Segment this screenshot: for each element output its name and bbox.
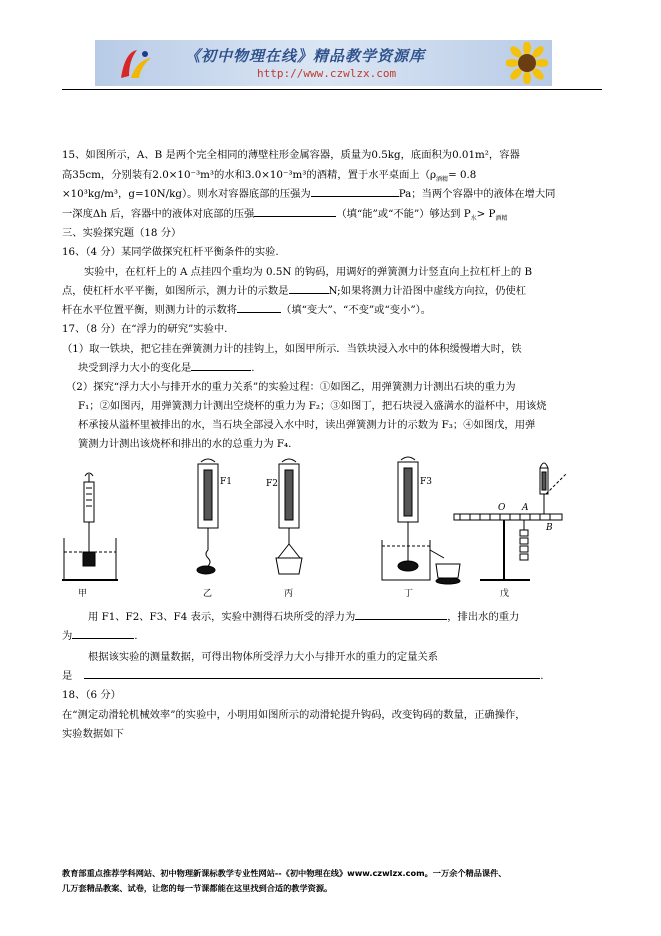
q17-line2: （1）取一铁块，把它挂在弹簧测力计的挂钩上，如图甲所示．当铁块浸入水中的体积缓慢增大时，铁 [62,343,522,355]
site-logo-icon [115,46,155,82]
q17-line7: 簧测力计测出该烧杯和排出的水的总重力为 F₄. [78,438,292,450]
q15-line3: ×10³kg/m³，g=10N/kg）。则水对容器底部的压强为 Pa；当两个容器中的液体在增大同 [62,188,556,200]
q17-blank-relation[interactable] [84,668,540,679]
q17-line5: F₁；②如图丙，用弹簧测力计测出空烧杯的重力为 F₂；③如图丁，把石块浸入盛满水的溢杯中，用该烧 [78,400,547,412]
q15-line4: 一深度Δh 后，容器中的液体对底部的压强 （填“能”或“不能”）够达到 $P_水> P_{酒精}$ [62,208,508,223]
q15-line1: 15、如图所示，A、B 是两个完全相同的薄壁柱形金属容器，质量为0.5kg，底面积为0.01m²，容器 [62,149,520,161]
q16-line1: 16、（4 分）某同学做探究杠杆平衡条件的实验. [62,246,279,258]
section3-heading: 三、实验探究题（18 分） [62,227,182,239]
banner-title: 《初中物理在线》精品教学资源库 [185,47,426,65]
caption-yi: 乙 [203,589,213,599]
label-B: B [546,523,553,533]
q17-line1: 17、（8 分）在“浮力的研究”实验中. [62,323,228,335]
experiment-figures [60,454,575,600]
header-banner [95,40,552,86]
q17-blank-water-weight[interactable] [72,628,134,639]
q15-blank-pressure[interactable] [311,186,399,197]
banner-url: http://www.czwlzx.com [257,67,397,80]
q16-line2: 实验中，在杠杆上的 A 点挂四个重均为 0.5N 的钩码，用调好的弹簧测力计竖直向上拉杠杆上的 B [84,266,533,278]
q17-line4: （2）探究“浮力大小与排开水的重力关系”的实验过程：①如图乙，用弹簧测力计测出石块的重力为 [66,381,516,393]
q17-line3: 块受到浮力大小的变化是 . [78,362,255,374]
label-A: A [522,503,529,513]
q18-line1: 18、（6 分） [62,689,121,701]
label-O: O [498,503,506,513]
label-F1: F1 [220,477,232,487]
q17-line6: 杯承接从溢杯里被排出的水，当石块全部浸入水中时，读出弹簧测力计的示数为 F₃；④如图戊，用弹 [78,419,536,431]
q15-blank-able[interactable] [254,206,336,217]
label-F3: F3 [420,477,432,487]
q16-blank-reading[interactable] [289,283,329,294]
q17-line10: 根据该实验的测量数据，可得出物体所受浮力大小与排开水的重力的定量关系 [88,651,439,663]
figure-bing [276,459,302,574]
header-rule [62,89,602,90]
sunflower-image [506,42,548,84]
q16-line4: 杆在水平位置平衡，则测力计的示数将 （填“变大”、“不变”或“变小”）。 [62,304,432,316]
q17-line9: 为 . [62,630,138,642]
footer [62,866,506,896]
q17-blank-buoyancy-change[interactable] [191,360,251,371]
caption-ding: 丁 [404,589,414,599]
q18-line2: 在“测定动滑轮机械效率”的实验中，小明用如图所示的动滑轮提升钩码，改变钩码的数量，正确操作， [62,709,526,721]
q16-blank-change[interactable] [237,302,281,313]
q16-line3: 点，使杠杆水平平衡，如图所示，测力计的示数是 N;如果将测力计沿图中虚线方向拉，仍使杠 [62,285,526,297]
label-F2: F2 [266,479,278,489]
figure-wu [454,463,566,580]
figure-yi [197,459,218,574]
q17-line8: 用 F1、F2、F3、F4 表示，实验中测得石块所受的浮力为 ，排出水的重力 [88,611,520,623]
q15-line2: 高35cm，分别装有2.0×10⁻³m³的水和3.0×10⁻³m³的酒精，置于水平桌面上（$\rho_{酒精}= 0.8$ [62,169,477,184]
caption-bing: 丙 [284,589,294,599]
caption-jia: 甲 [78,589,88,599]
footer-line1: 教育部重点推荐学科网站、初中物理新课标教学专业性网站--《初中物理在线》www.czwlzx.com。一万余个精品课件、 [62,868,507,878]
figure-jia [62,473,118,580]
q17-line11: 是 . [62,670,544,682]
caption-wu: 戊 [500,589,510,599]
q17-blank-buoyancy[interactable] [355,609,447,620]
footer-line2: 几万套精品教案、试卷，让您的每一节课都能在这里找到合适的教学资源。 [62,883,333,893]
q18-line3: 实验数据如下 [62,728,124,740]
